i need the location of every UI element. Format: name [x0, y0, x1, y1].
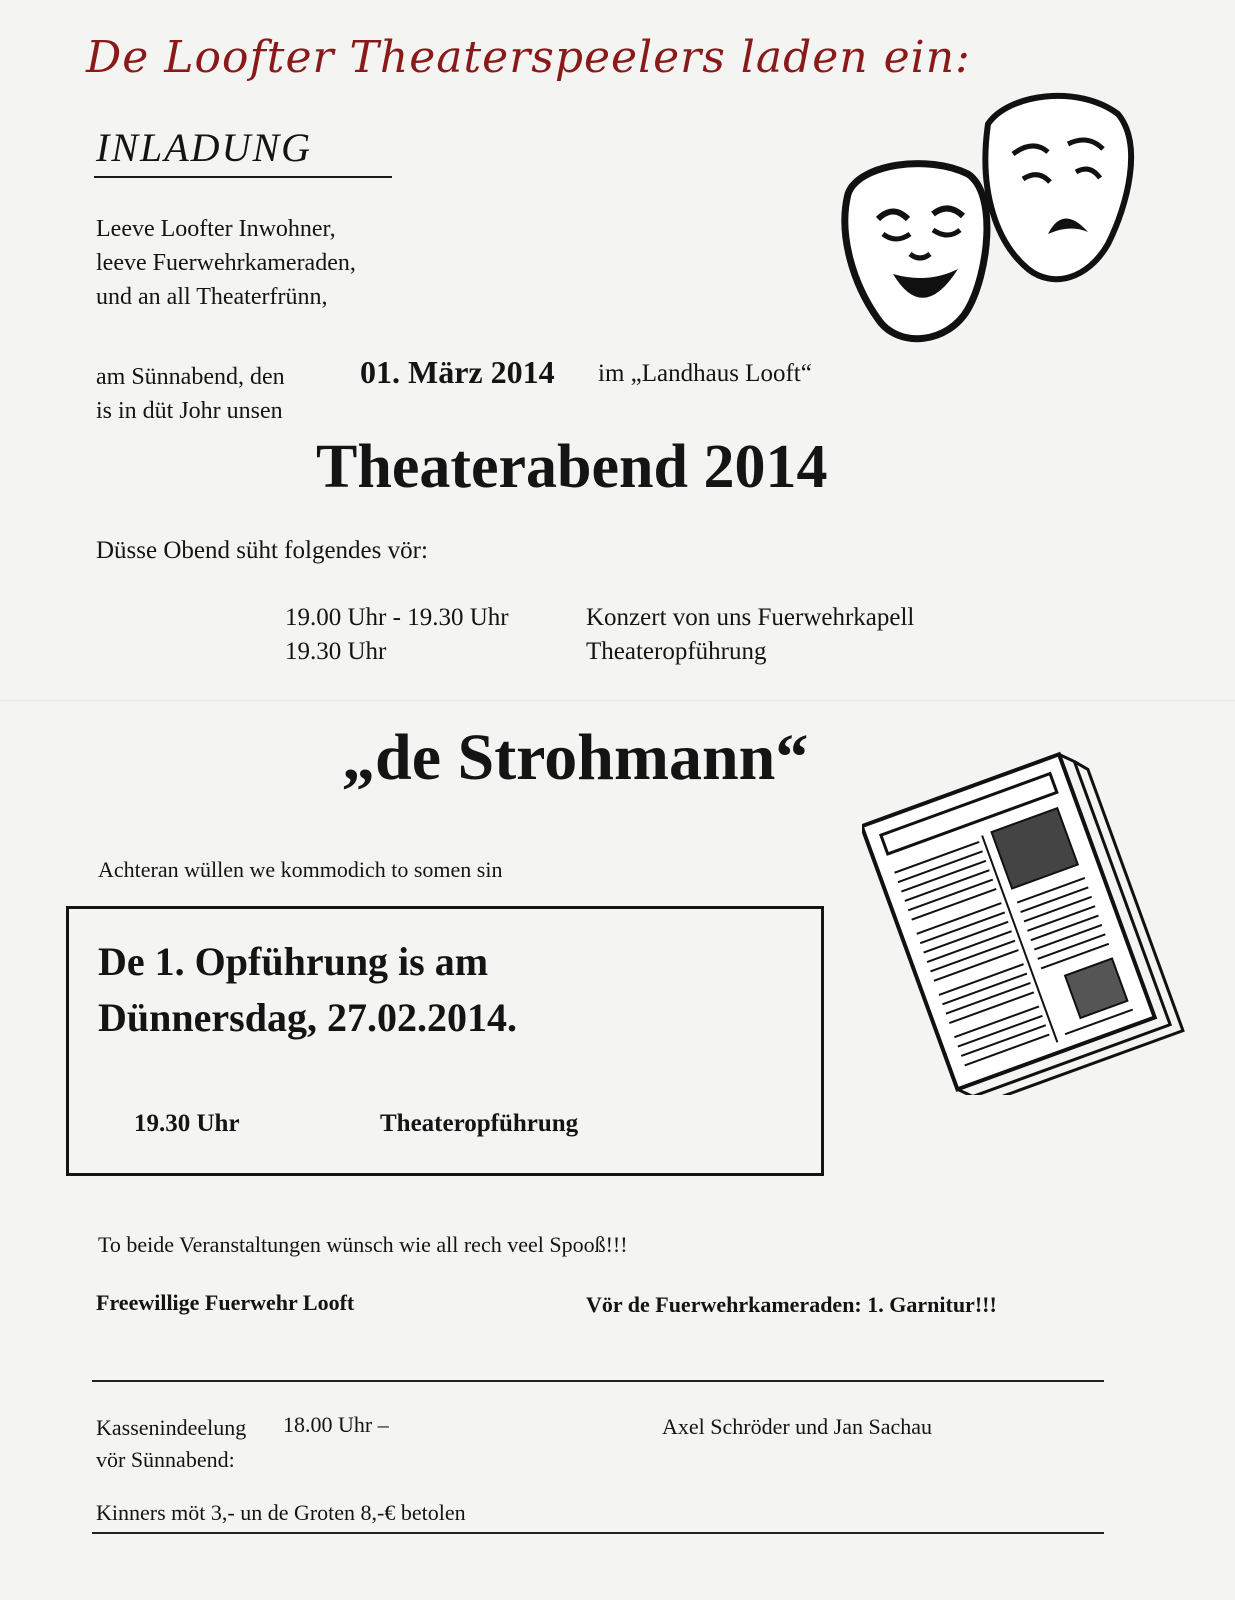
- premiere-line2: Dünnersdag, 27.02.2014.: [98, 995, 517, 1040]
- premiere-time: 19.30 Uhr: [134, 1110, 240, 1137]
- newspaper-icon: [862, 735, 1192, 1095]
- date-intro-line1: am Sünnabend, den: [96, 364, 285, 390]
- event-date: 01. März 2014: [360, 354, 555, 390]
- play-title: „de Strohmann“: [342, 721, 809, 794]
- wish-text: To beide Veranstaltungen wünsch wie all rech veel Spooß!!!: [98, 1232, 628, 1257]
- event-title: Theaterabend 2014: [316, 433, 828, 501]
- subtitle-underline: [94, 176, 392, 178]
- divider: [92, 1380, 1104, 1382]
- paper-fold: [0, 700, 1235, 702]
- afterwards-note: Achteran wüllen we kommodich to somen sin: [98, 857, 503, 882]
- subtitle-inladung: INLADUNG: [96, 125, 313, 170]
- event-venue: im „Landhaus Looft“: [598, 360, 812, 387]
- date-intro: [96, 360, 285, 428]
- page-title: De Loofter Theaterspeelers laden ein:: [86, 32, 971, 83]
- program-intro: Düsse Obend süht folgendes vör:: [96, 537, 428, 564]
- greeting-line: und an all Theaterfrünn,: [96, 284, 328, 310]
- premiere-desc: Theateropführung: [380, 1110, 579, 1137]
- schedule-time: 19.00 Uhr - 19.30 Uhr: [285, 604, 509, 631]
- greeting: [96, 212, 356, 314]
- greeting-line: leeve Fuerwehrkameraden,: [96, 250, 356, 276]
- greeting-line: Leeve Loofter Inwohner,: [96, 216, 336, 242]
- schedule-time: 19.30 Uhr: [285, 638, 387, 665]
- box-office-names: Axel Schröder und Jan Sachau: [662, 1414, 933, 1439]
- box-office-time: 18.00 Uhr –: [283, 1412, 389, 1437]
- premiere-line1: De 1. Opführung is am: [98, 939, 489, 984]
- schedule-desc: Konzert von uns Fuerwehrkapell: [586, 604, 915, 631]
- date-intro-line2: is in düt Johr unsen: [96, 398, 283, 424]
- box-office-label: Kassenindeelung vör Sünnabend:: [96, 1415, 247, 1472]
- theater-masks-icon: [838, 84, 1138, 354]
- ticket-prices: Kinners möt 3,- un de Groten 8,-€ betolen: [96, 1500, 466, 1525]
- organizer: Freewillige Fuerwehr Looft: [96, 1290, 355, 1315]
- schedule-desc: Theateropführung: [586, 638, 767, 665]
- dress-code: Vör de Fuerwehrkameraden: 1. Garnitur!!!: [586, 1292, 997, 1317]
- divider: [92, 1532, 1104, 1534]
